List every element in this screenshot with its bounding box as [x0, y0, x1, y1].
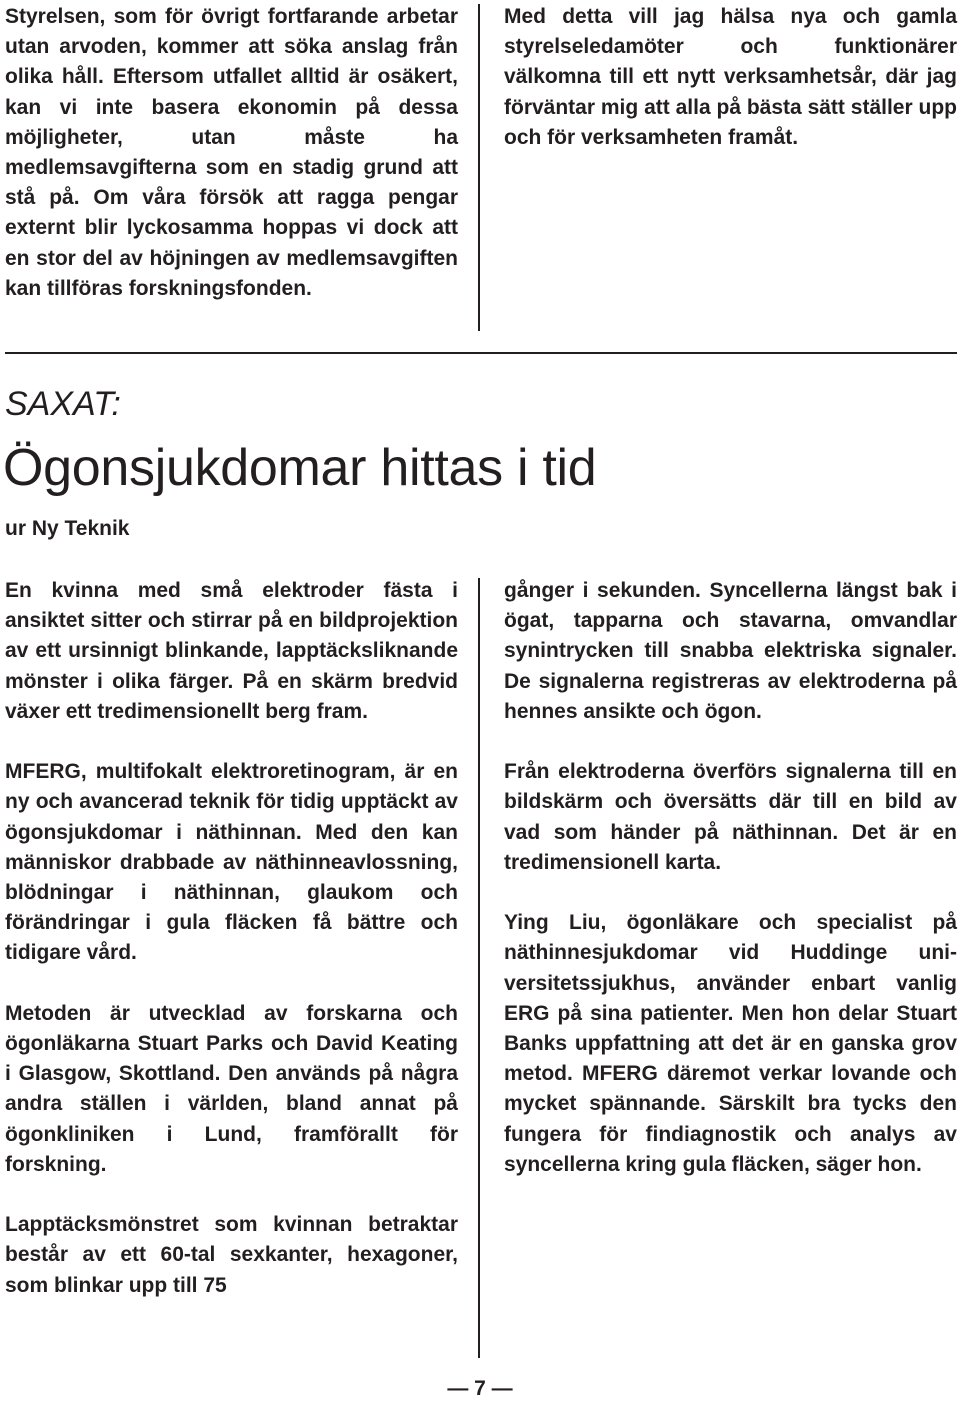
previous-article-column-left — [5, 2, 458, 304]
paragraph: Metoden är utvecklad av forskarna och ögonläkarna Stuart Parks och David Keating i Glasgow, Skottland. Den används på några andra ställen i världen, bland annat på ögonkliniken i Lund, framförallt för forskning. — [5, 1001, 458, 1176]
paragraph: gånger i sekunden. Syncellerna längst bak i ögat, tapparna och stavarna, omvandlar synintrycken till snabba elektriska signaler. De signalerna registreras av elektroderna på hennes ansikte och ögon. — [504, 579, 957, 723]
article-kicker: SAXAT: — [5, 385, 121, 423]
column-divider — [478, 578, 480, 1358]
paragraph: Ying Liu, ögonläkare och specialist på näthinnesjukdomar vid Huddinge universitetssjukhus, använder enbart vanlig ERG på sina patienter. Men hon delar Stuart Banks uppfattning att det är en ganska grov metod. MFERG däremot verkar lovande och mycket spännande. Särskilt bra tycks den fungera för findiagnostik och analys av syncellerna kring gula fläcken, säger hon. — [504, 911, 957, 1176]
paragraph: MFERG, multifokalt elektroretinogram, är en ny och avancerad teknik för tidig upptäckt av ögonsjukdomar i näthinnan. Med den kan människor drabbade av näthinneavlossning, blödningar i näthinnan, glaukom och förändringar i gula fläcken få bättre och tidigare vård. — [5, 760, 458, 965]
paragraph: Styrelsen, som för övrigt fortfarande arbetar utan arvoden, kommer att söka anslag från olika håll. Eftersom utfallet alltid är osäkert, kan vi inte basera ekonomin på dessa möjligheter, utan måste ha medlemsavgifterna som en stadig grund att stå på. Om våra försök att ragga pengar externt blir lyckosamma hoppas vi dock att en stor del av höjningen av medlemsavgiften kan tillföras forskningsfonden. — [5, 5, 458, 300]
paragraph: Med detta vill jag hälsa nya och gamla styrelseledamöter och funktionärer välkomna till ett nytt verksamhetsår, där jag förväntar mig att alla på bästa sätt ställer upp och för verksamheten framåt. — [504, 5, 957, 149]
article-source: ur Ny Teknik — [5, 517, 130, 540]
paragraph: Lapptäcksmönstret som kvinnan betraktar består av ett 60-tal sexkanter, hexagoner, som blinkar upp till 75 — [5, 1213, 458, 1297]
article-column-right — [504, 576, 957, 1180]
article-headline: Ögonsjukdomar hittas i tid — [3, 439, 597, 497]
article-column-left — [5, 576, 458, 1301]
section-divider — [5, 352, 957, 354]
previous-article-column-right — [504, 2, 957, 153]
paragraph: Från elektroderna överförs signalerna till en bildskärm och översätts där till en bild av vad som händer på näthinnan. Det är en tredimensionell karta. — [504, 760, 957, 874]
paragraph: En kvinna med små elektroder fästa i ansiktet sitter och stirrar på en bildprojektion av ett ursinnigt blinkande, lapptäcksliknande mönster i olika färger. På en skärm bredvid växer ett tredimensionellt berg fram. — [5, 579, 458, 723]
page-number: — 7 — — [447, 1377, 513, 1400]
column-divider — [478, 4, 480, 331]
